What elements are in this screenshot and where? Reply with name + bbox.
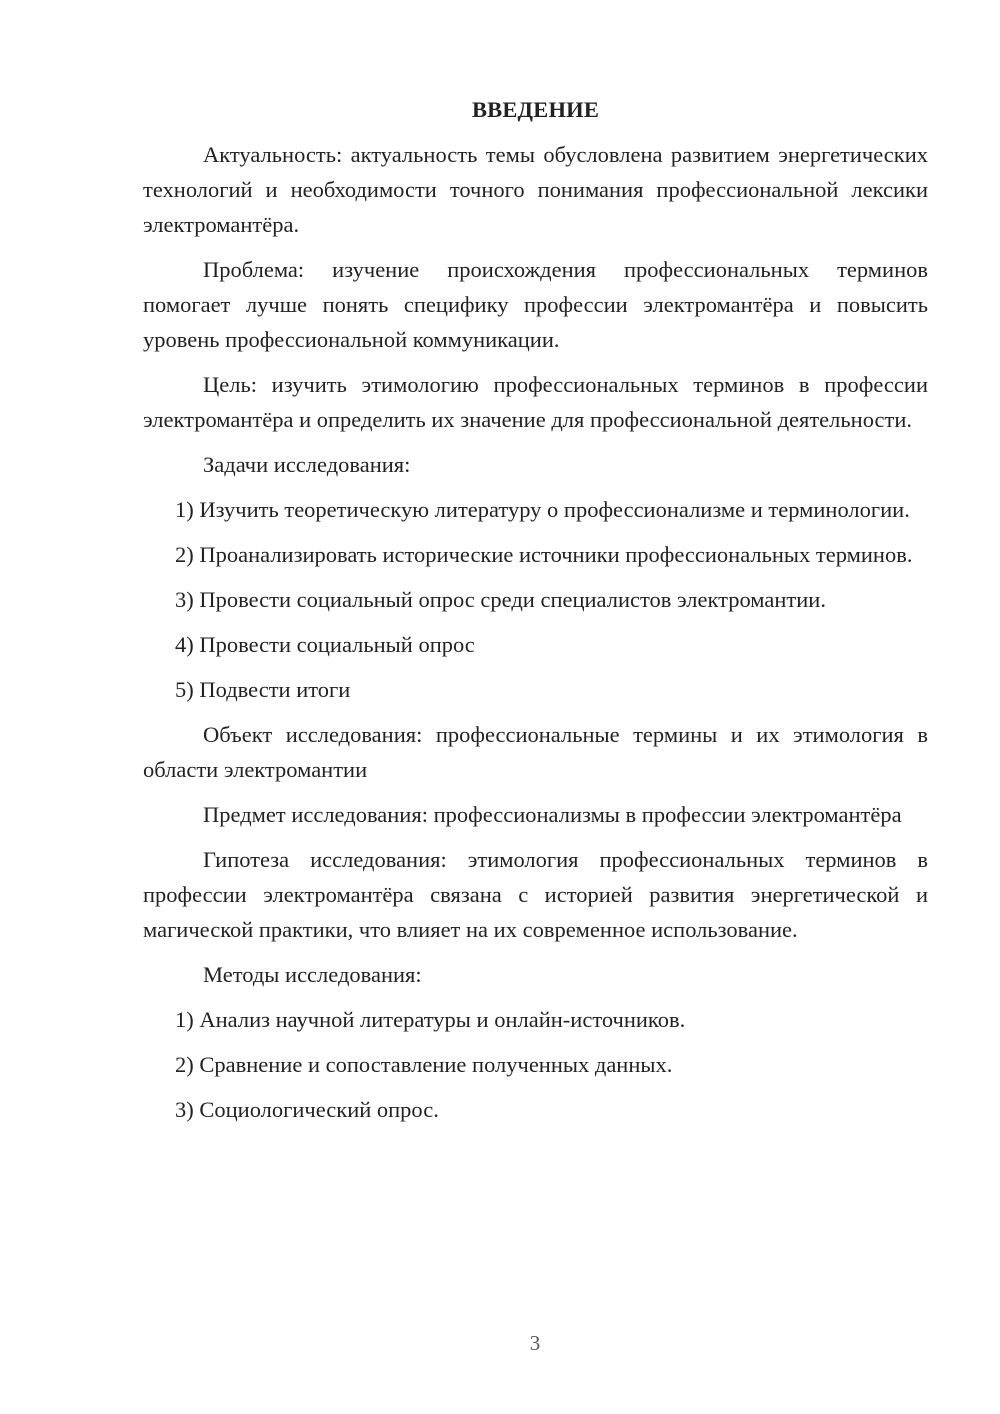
- method-item: 3) Социологический опрос.: [175, 1097, 439, 1122]
- relevance-paragraph: Актуальность: актуальность темы обусловлена развитием энергетических технологий и необходимости точного понимания профессиональной лексики электромантёра.: [143, 142, 928, 237]
- methods-heading: Методы исследования:: [203, 962, 422, 987]
- page-number: 3: [529, 1331, 541, 1355]
- tasks-heading: Задачи исследования:: [203, 452, 411, 477]
- page-title: ВВЕДЕНИЕ: [471, 97, 600, 122]
- task-item: 4) Провести социальный опрос: [175, 632, 475, 657]
- task-item: 2) Проанализировать исторические источники профессиональных терминов.: [175, 542, 913, 567]
- task-item: 1) Изучить теоретическую литературу о профессионализме и терминологии.: [175, 497, 910, 522]
- task-item: 3) Провести социальный опрос среди специалистов электромантии.: [175, 587, 826, 612]
- object-paragraph: Объект исследования: профессиональные термины и их этимология в области электромантии: [143, 722, 928, 782]
- task-item: 5) Подвести итоги: [175, 677, 351, 702]
- subject-paragraph: Предмет исследования: профессионализмы в профессии электромантёра: [203, 802, 902, 827]
- method-item: 2) Сравнение и сопоставление полученных данных.: [175, 1052, 673, 1077]
- hypothesis-paragraph: Гипотеза исследования: этимология профессиональных терминов в профессии электромантёра связана с историей развития энергетической и магической практики, что влияет на их современное использование.: [143, 847, 928, 942]
- problem-paragraph: Проблема: изучение происхождения профессиональных терминов помогает лучше понять специфику профессии электромантёра и повысить уровень профессиональной коммуникации.: [143, 257, 928, 352]
- method-item: 1) Анализ научной литературы и онлайн-источников.: [175, 1007, 686, 1032]
- goal-paragraph: Цель: изучить этимологию профессиональных терминов в профессии электромантёра и определить их значение для профессиональной деятельности.: [143, 372, 928, 432]
- page-content: [143, 95, 928, 1137]
